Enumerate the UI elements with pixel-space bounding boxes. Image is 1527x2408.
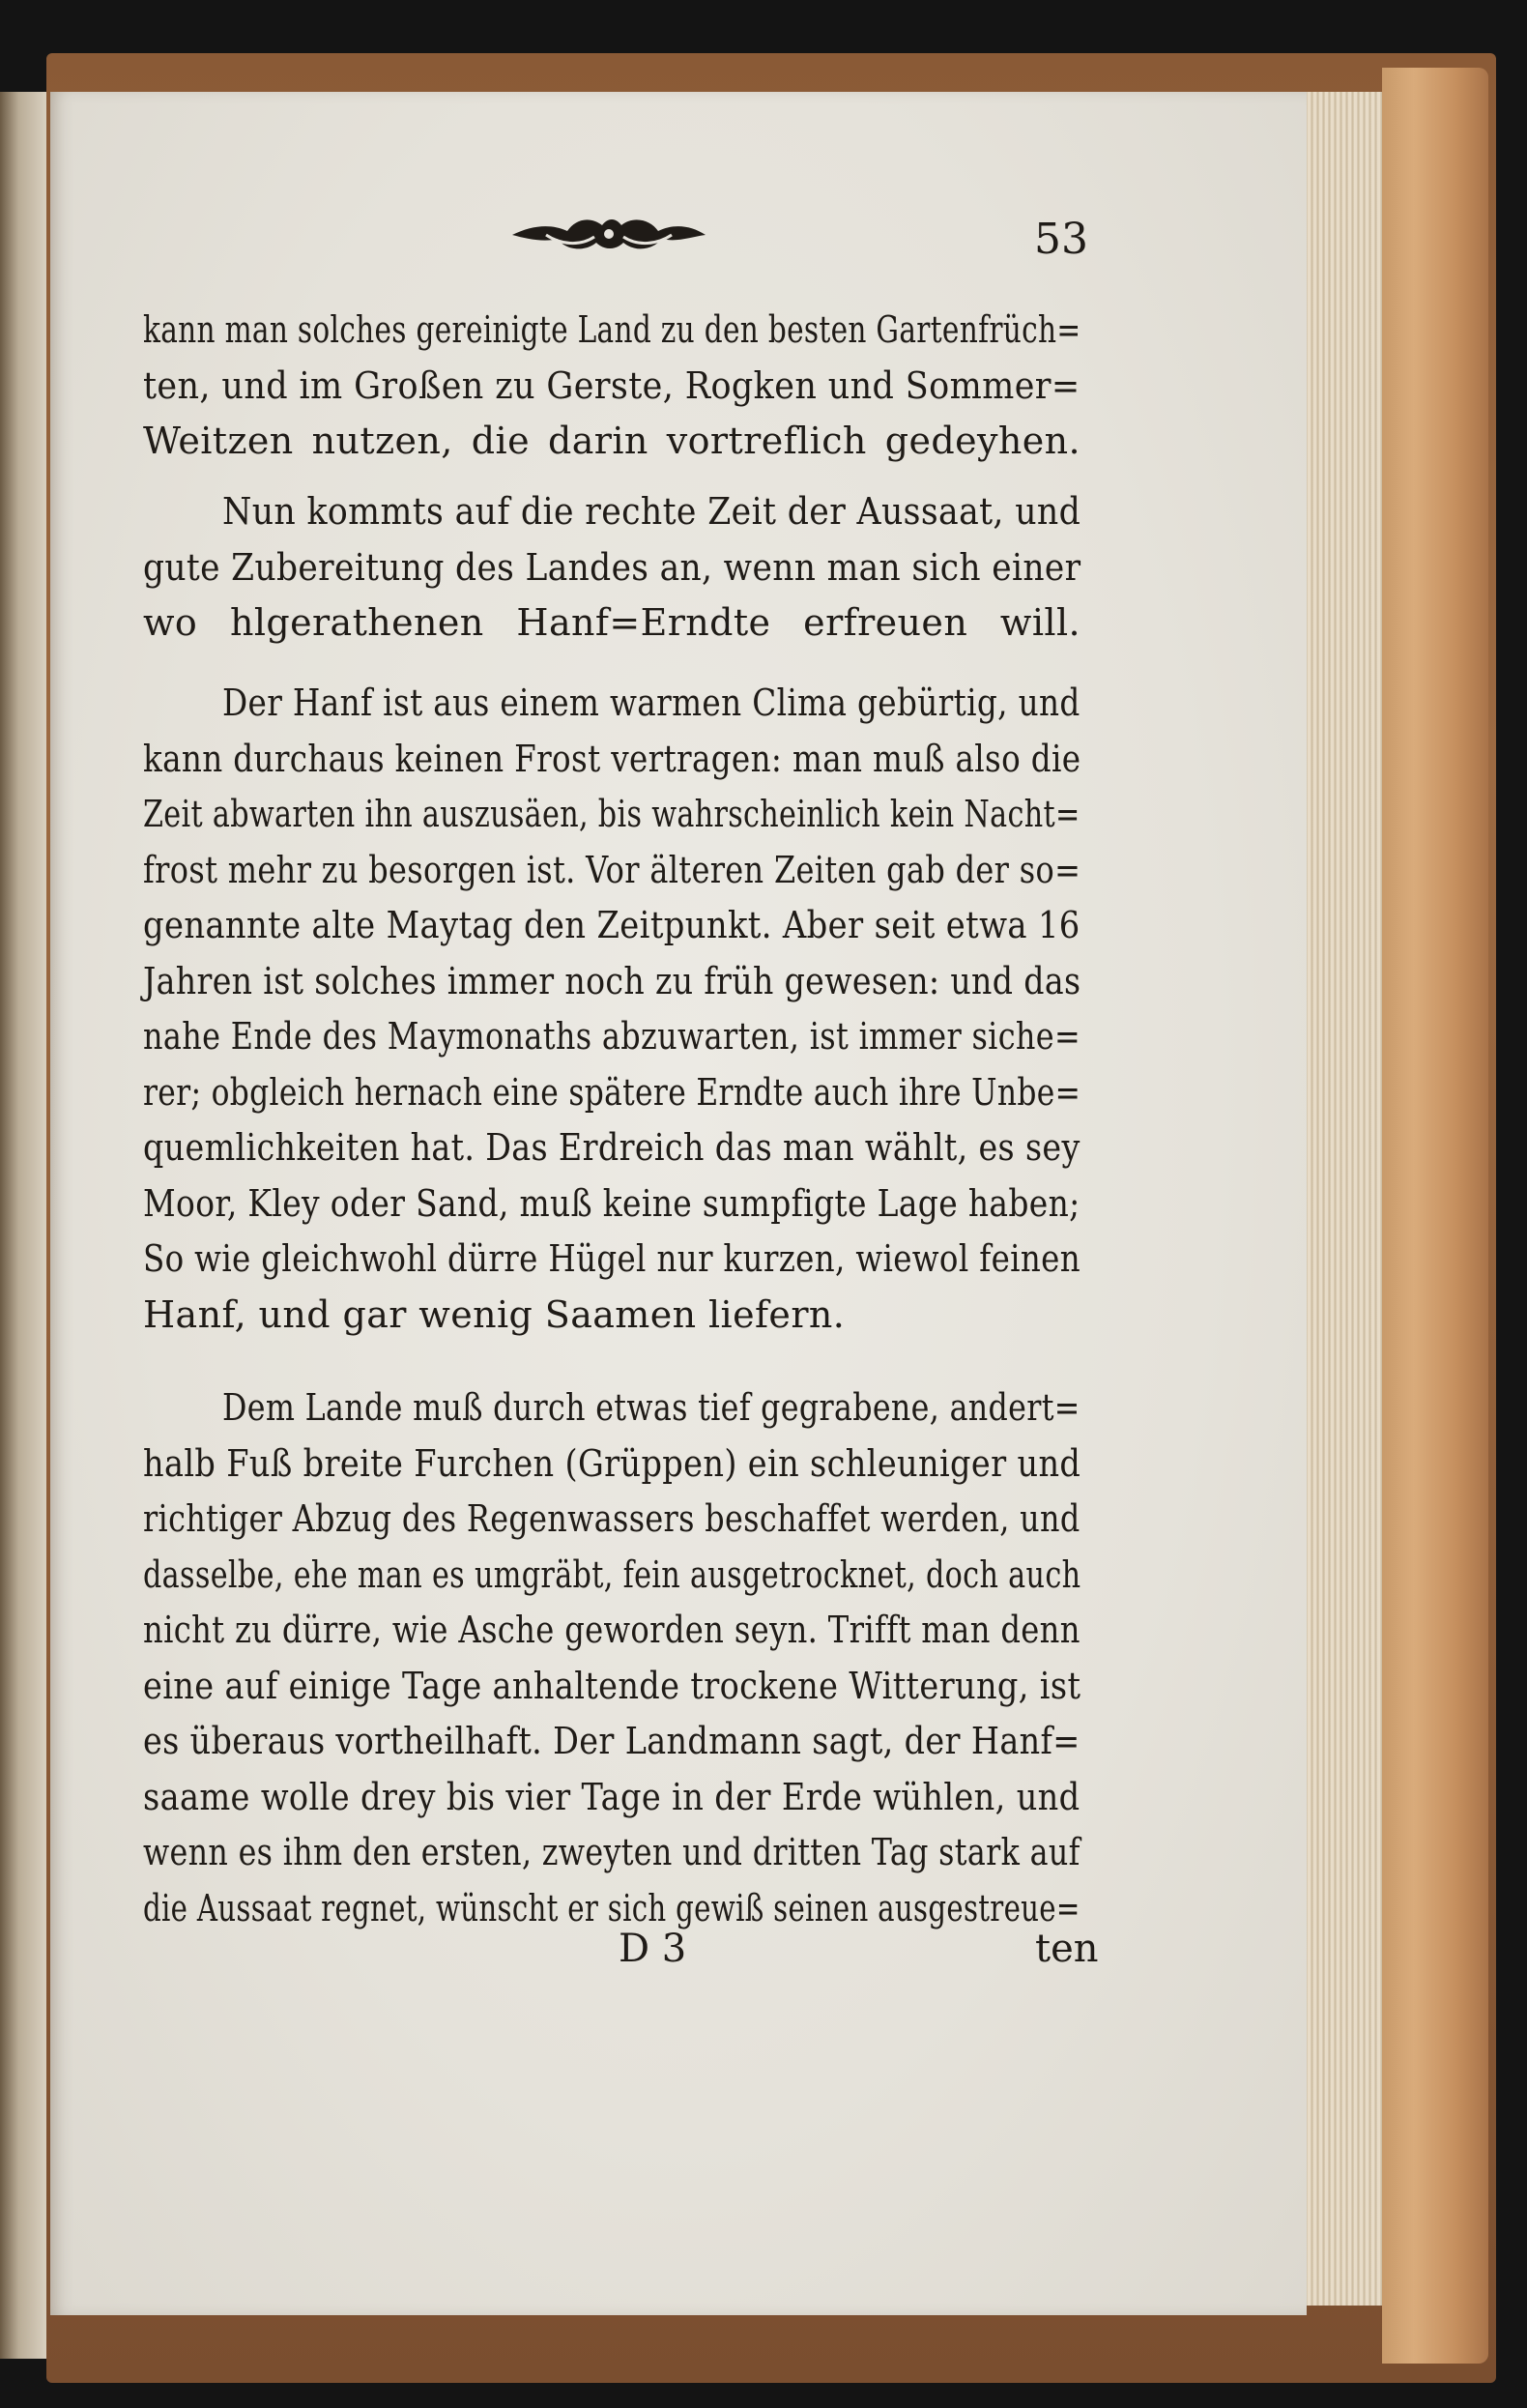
text-line: die Aussaat regnet, wünscht er sich gewiß seinen ausgestreue= [143, 1886, 1080, 1929]
text-line: Hanf, und gar wenig Saamen liefern. [143, 1292, 846, 1336]
text-line: Der Hanf ist aus einem warmen Clima gebürtig, und [222, 682, 1080, 724]
text-line: Moor, Kley oder Sand, muß keine sumpfigte Lage haben; [143, 1181, 1080, 1225]
text-line: gute Zubereitung des Landes an, wenn man sich einer [143, 545, 1081, 589]
head-ornament-icon [507, 208, 710, 261]
text-line: eine auf einige Tage anhaltende trockene Witterung, ist [143, 1664, 1081, 1707]
catchword: ten [1035, 1927, 1099, 1971]
text-line: es überaus vortheilhaft. Der Landmann sagt, der Hanf= [143, 1720, 1080, 1762]
left-page-edge [0, 92, 46, 2359]
text-line: Jahren ist solches immer noch zu früh gewesen: und das [143, 959, 1081, 1002]
text-line: genannte alte Maytag den Zeitpunkt. Aber seit etwa 16 [143, 904, 1080, 946]
text-line: nicht zu dürre, wie Asche geworden seyn. Trifft man denn [143, 1609, 1080, 1651]
book-cover-board [1382, 68, 1488, 2364]
text-line: richtiger Abzug des Regenwassers beschaffet werden, und [143, 1497, 1080, 1540]
text-line: rer; obgleich hernach eine spätere Erndte auch ihre Unbe= [143, 1070, 1081, 1114]
text-line: nahe Ende des Maymonaths abzuwarten, ist immer siche= [143, 1015, 1081, 1058]
text-line: saame wolle drey bis vier Tage in der Erde wühlen, und [143, 1775, 1080, 1818]
page-number: 53 [1034, 215, 1088, 264]
text-line: dasselbe, ehe man es umgräbt, fein ausgetrocknet, doch auch [143, 1552, 1081, 1596]
signature-mark: D 3 [619, 1927, 687, 1971]
text-line: wenn es ihm den ersten, zweyten und dritten Tag stark auf [143, 1831, 1080, 1873]
text-line: halb Fuß breite Furchen (Grüppen) ein schleuniger und [143, 1441, 1081, 1485]
text-line: Zeit abwarten ihn auszusäen, bis wahrscheinlich kein Nacht= [143, 793, 1080, 835]
text-line: kann durchaus keinen Frost vertragen: man muß also die [143, 737, 1081, 780]
text-line: frost mehr zu besorgen ist. Vor älteren Zeiten gab der so= [143, 848, 1081, 891]
text-line: So wie gleichwohl dürre Hügel nur kurzen, wiewol feinen [143, 1237, 1081, 1280]
text-line: kann man solches gereinigte Land zu den besten Gartenfrüch= [143, 308, 1081, 351]
text-line: quemlichkeiten hat. Das Erdreich das man wählt, es sey [143, 1126, 1080, 1169]
text-line: Dem Lande muß durch etwas tief gegrabene, andert= [222, 1386, 1080, 1429]
text-line: wo hlgerathenen Hanf=Erndte erfreuen will. [143, 601, 1080, 644]
text-line: Weitzen nutzen, die darin vortreflich gedeyhen. [143, 420, 1080, 462]
text-line: Nun kommts auf die rechte Zeit der Aussaat, und [222, 490, 1081, 533]
text-line: ten, und im Großen zu Gerste, Rogken und Sommer= [143, 363, 1080, 407]
